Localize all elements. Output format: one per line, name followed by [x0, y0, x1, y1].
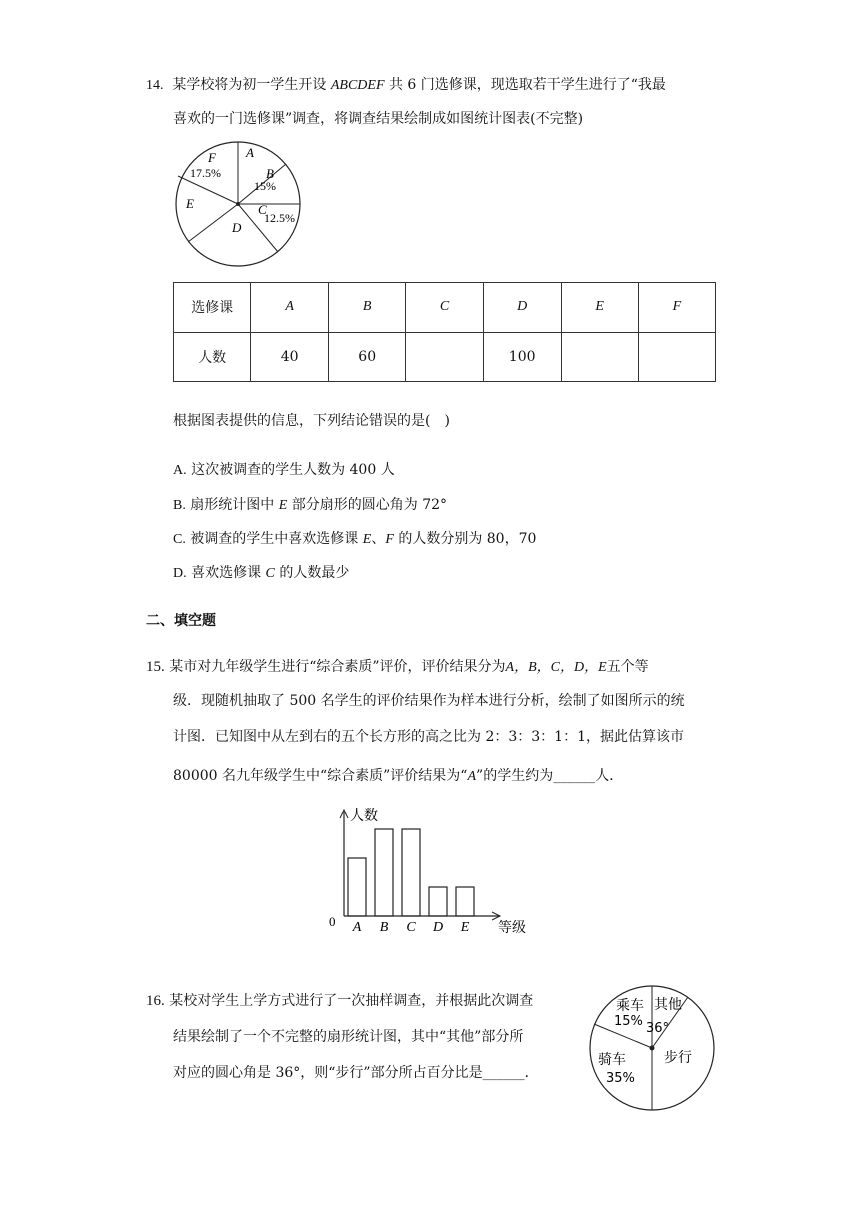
q15-text: 某市对九年级学生进行“综合素质”评价，评价结果分为: [169, 659, 506, 675]
table-cell: A: [251, 283, 329, 333]
table-header-cell: 选修课: [174, 283, 251, 333]
q16-line3: 对应的圆心角是 36°，则“步行”部分所占百分比是______．: [173, 1065, 539, 1081]
q15-line2: 级．现随机抽取了 500 名学生的评价结果作为样本进行分析，绘制了如图所示的统: [173, 693, 685, 709]
q16-pct-bike: 35%: [606, 1071, 635, 1086]
table-cell: [406, 332, 483, 382]
table-header-cell: 人数: [174, 332, 251, 382]
q14-pie-label-D: D: [232, 220, 242, 235]
q15-var: A: [467, 769, 477, 784]
q14-line1: [146, 74, 666, 94]
x-axis-label: 等级: [498, 920, 526, 936]
q14-pie-label-B: B: [266, 166, 274, 181]
q14-pie-chart: [172, 134, 310, 274]
q14-pie-label-E: E: [186, 196, 194, 211]
bar-A: [348, 858, 366, 916]
table-row: [174, 283, 716, 333]
q14-option-b[interactable]: [173, 494, 447, 514]
q16-line1: [146, 990, 533, 1010]
table-cell: [561, 332, 638, 382]
q16-label-walk: 步行: [664, 1050, 692, 1066]
q16-label-bike: 骑车: [598, 1052, 626, 1068]
option-letter: A.: [173, 463, 187, 478]
origin-label: 0: [329, 914, 336, 929]
q15-line1: [146, 656, 649, 676]
q14-pie-pct-F: 17.5%: [190, 166, 221, 180]
tick-label-E: E: [460, 920, 470, 935]
bar-D: [429, 887, 447, 916]
q14-pie-line: [188, 204, 238, 242]
q15-text-post: ”的学生约为______人．: [476, 768, 624, 784]
q16-pct-ride: 15%: [614, 1014, 643, 1029]
option-text: 的人数分别为 80，70: [398, 531, 537, 547]
q14-pie-label-A: A: [246, 145, 254, 160]
tick-label-B: B: [379, 920, 389, 935]
q14-pie-center: [236, 202, 240, 206]
q14-pie-label-F: F: [208, 150, 216, 165]
table-cell: 60: [328, 332, 406, 382]
option-text: 这次被调查的学生人数为 400 人: [191, 462, 395, 478]
table-cell: 100: [483, 332, 561, 382]
q15-text: 80000 名九年级学生中“综合素质”评价结果为“: [173, 768, 468, 784]
table-row: [174, 332, 716, 382]
q16-line2: 结果绘制了一个不完整的扇形统计图，其中“其他”部分所: [173, 1029, 524, 1045]
q14-courses: ABCDEF: [330, 78, 385, 93]
q16-pie-chart: [584, 978, 724, 1118]
q14-pie-pct-B: 15%: [254, 179, 276, 193]
q14-pie-label-C: C: [258, 202, 267, 217]
table-cell: E: [561, 283, 638, 333]
option-letter: D.: [173, 566, 187, 581]
q16-number: 16.: [146, 993, 165, 1009]
table-cell: C: [406, 283, 483, 333]
q14-number: 14.: [146, 78, 164, 93]
q16-label-ride: 乘车: [616, 998, 644, 1014]
bar-C: [402, 829, 420, 916]
y-axis-label: 人数: [350, 808, 378, 824]
tick-label-A: A: [352, 920, 362, 935]
q15-text-post: 五个等: [606, 659, 649, 675]
q14-pie-pct-C: 12.5%: [264, 211, 295, 225]
option-text: 被调查的学生中喜欢选修课: [190, 531, 359, 547]
q14-prompt: 根据图表提供的信息，下列结论错误的是( ): [173, 413, 450, 429]
q14-text-post: 共 6 门选修课，现选取若干学生进行了“我最: [388, 77, 666, 93]
table-cell: B: [328, 283, 406, 333]
option-var: C: [265, 566, 275, 581]
option-letter: B.: [173, 498, 186, 513]
q16-text: 某校对学生上学方式进行了一次抽样调查，并根据此次调查: [169, 993, 534, 1009]
q16-label-other: 其他: [654, 997, 682, 1013]
tick-label-C: C: [406, 920, 416, 935]
q15-grades: A，B，C，D，E: [505, 660, 607, 675]
bar-B: [375, 829, 393, 916]
q16-angle-other: 36°: [646, 1021, 670, 1036]
q14-option-c[interactable]: [173, 528, 536, 548]
option-text: 部分扇形的圆心角为 72°: [291, 497, 448, 513]
table-cell: 40: [251, 332, 329, 382]
option-var: F: [385, 532, 394, 547]
q14-option-d[interactable]: [173, 562, 349, 582]
q15-line3: 计图．已知图中从左到右的五个长方形的高之比为 2：3：3：1：1，据此估算该市: [173, 729, 684, 745]
q16-pie-center: [650, 1046, 655, 1051]
q15-number: 15.: [146, 659, 165, 675]
option-text: 、: [371, 531, 386, 547]
q14-table: [173, 282, 716, 382]
option-letter: C.: [173, 532, 186, 547]
table-cell: F: [638, 283, 715, 333]
q15-bar-chart: [320, 806, 530, 938]
option-text: 扇形统计图中: [190, 497, 275, 513]
table-cell: [638, 332, 715, 382]
section-title: 二、填空题: [146, 613, 216, 629]
option-text: 喜欢选修课: [191, 565, 262, 581]
option-var: E: [362, 532, 372, 547]
option-var: E: [278, 498, 288, 513]
q14-option-a[interactable]: [173, 459, 395, 479]
q14-line2: 喜欢的一门选修课”调查，将调查结果绘制成如图统计图表(不完整): [173, 111, 584, 127]
tick-label-D: D: [432, 920, 444, 935]
option-text: 的人数最少: [279, 565, 350, 581]
q15-line4: [173, 765, 623, 785]
q14-text: 某学校将为初一学生开设: [172, 77, 327, 93]
bar-E: [456, 887, 474, 916]
table-cell: D: [483, 283, 561, 333]
